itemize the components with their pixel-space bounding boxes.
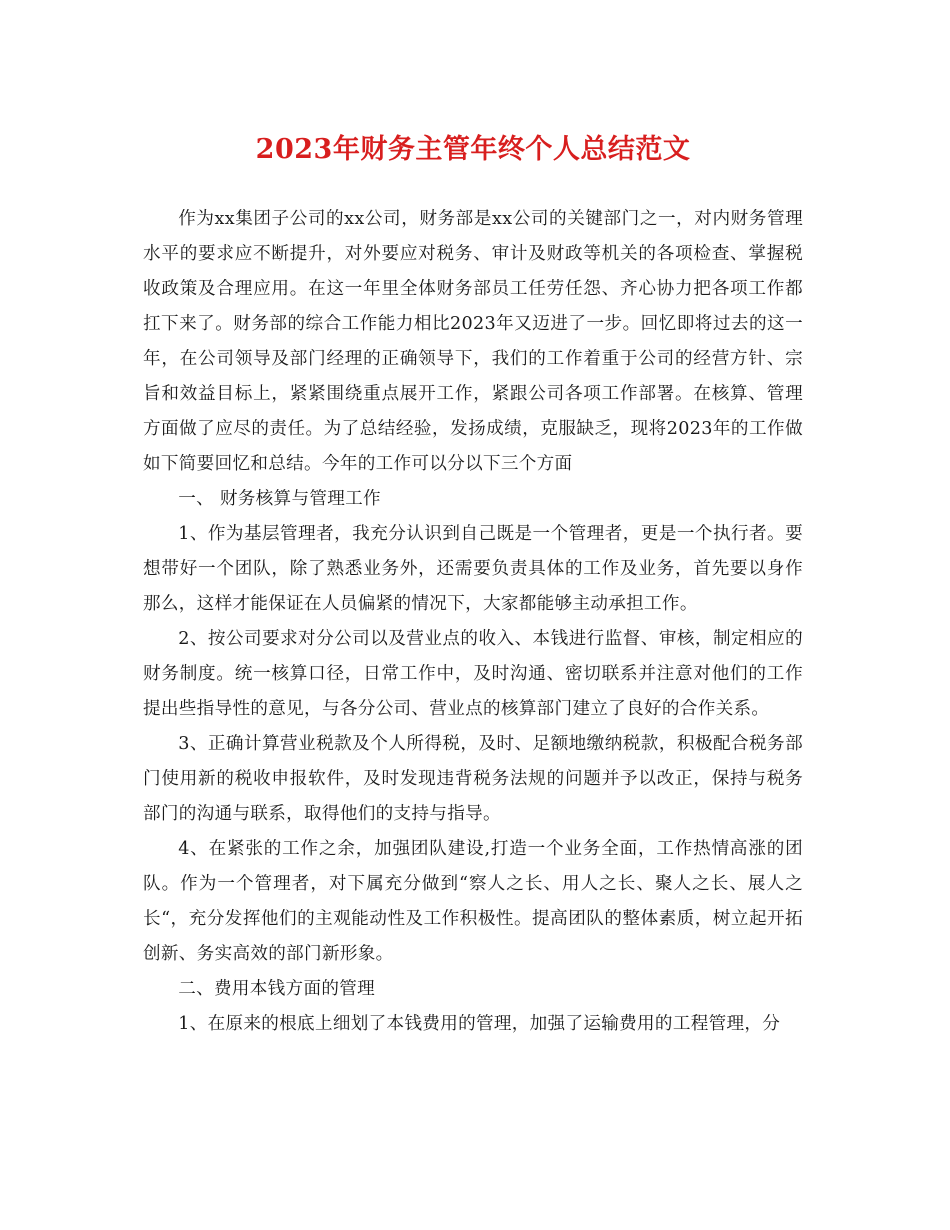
section2-item-1: 1、在原来的根底上细划了本钱费用的管理，加强了运输费用的工程管理，分 (178, 1014, 781, 1034)
document-title: 2023年财务主管年终个人总结范文 (255, 134, 691, 165)
section1-item-3: 3、正确计算营业税款及个人所得税，及时、足额地缴纳税款，积极配合税务部门使用新的税收申报软件，及时发现违背税务法规的问题并予以改正，保持与税务部门的沟通与联系，取得他们的支持与指导。 (143, 734, 803, 824)
document-page (143, 128, 803, 1042)
section1-item-4: 4、在紧张的工作之余，加强团队建设,打造一个业务全面，工作热情高涨的团队。作为一个管理者，对下属充分做到“察人之长、用人之长、聚人之长、展人之长“，充分发挥他们的主观能动性及工作积极性。提高团队的整体素质，树立起开拓创新、务实高效的部门新形象。 (143, 839, 803, 964)
section-heading-2: 二、费用本钱方面的管理 (178, 979, 376, 999)
section1-item-1: 1、作为基层管理者，我充分认识到自己既是一个管理者，更是一个执行者。要想带好一个团队，除了熟悉业务外，还需要负责具体的工作及业务，首先要以身作那么，这样才能保证在人员偏紧的情况下，大家都能够主动承担工作。 (143, 524, 803, 614)
section-heading-1: 一、 财务核算与管理工作 (178, 489, 381, 509)
section1-item-2: 2、按公司要求对分公司以及营业点的收入、本钱进行监督、审核，制定相应的财务制度。统一核算口径，日常工作中，及时沟通、密切联系并注意对他们的工作提出些指导性的意见，与各分公司、营业点的核算部门建立了良好的合作关系。 (143, 629, 803, 719)
intro-paragraph: 作为xx集团子公司的xx公司，财务部是xx公司的关键部门之一，对内财务管理水平的要求应不断提升，对外要应对税务、审计及财政等机关的各项检查、掌握税收政策及合理应用。在这一年里全体财务部员工任劳任怨、齐心协力把各项工作都扛下来了。财务部的综合工作能力相比2023年又迈进了一步。回忆即将过去的这一年，在公司领导及部门经理的正确领导下，我们的工作着重于公司的经营方针、宗旨和效益目标上，紧紧围绕重点展开工作，紧跟公司各项工作部署。在核算、管理方面做了应尽的责任。为了总结经验，发扬成绩，克服缺乏，现将2023年的工作做如下简要回忆和总结。今年的工作可以分以下三个方面 (143, 209, 803, 474)
